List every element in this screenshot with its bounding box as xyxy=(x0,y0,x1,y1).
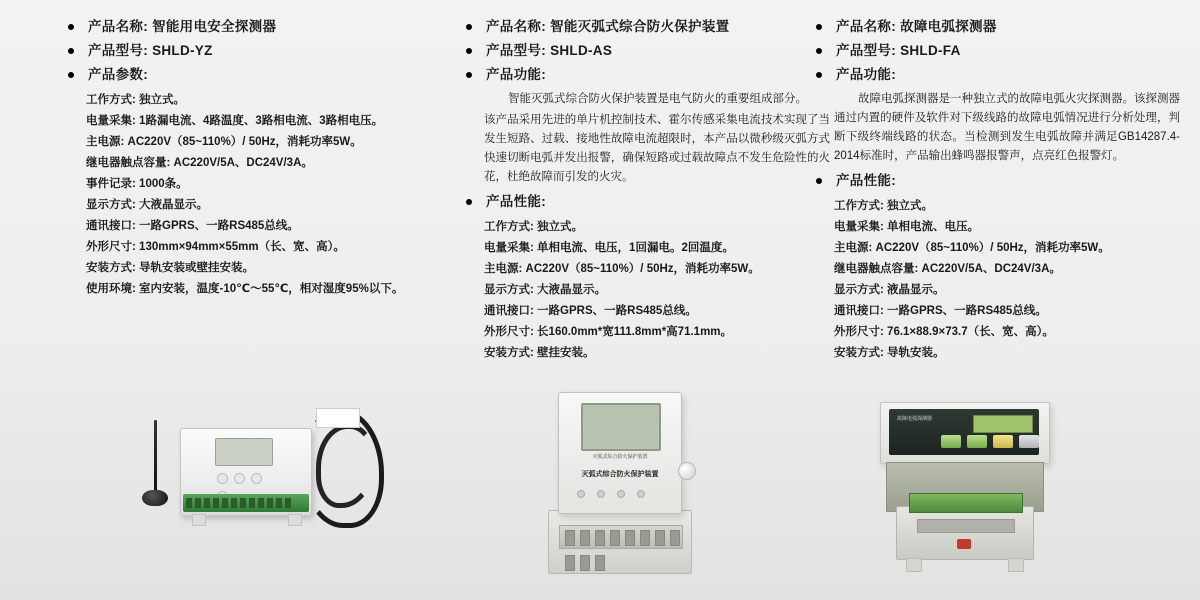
product-name-heading xyxy=(486,18,830,36)
spec-item xyxy=(484,238,830,259)
bullet-dot-icon xyxy=(816,72,822,78)
spec-value: 一路GPRS、一路RS485总线。 xyxy=(139,220,299,232)
device-top-housing xyxy=(880,402,1050,464)
device-key-4 xyxy=(1019,435,1039,448)
spec-item xyxy=(834,259,1180,280)
device-indicator-leds xyxy=(577,485,663,503)
spec-item xyxy=(484,280,830,301)
product-params-row xyxy=(62,66,432,84)
device-fault-arc-detector-icon xyxy=(880,402,1050,582)
product-column-1 xyxy=(62,0,432,308)
device-smart-electrical-safety-detector-icon xyxy=(120,390,380,560)
spec-label: 安装方式: xyxy=(86,262,136,274)
device-foot-left xyxy=(906,558,922,572)
spec-value: 大液晶显示。 xyxy=(537,284,607,296)
spec-value: 单相电流、电压。 xyxy=(887,221,980,233)
device-foot-right xyxy=(1008,558,1024,572)
spec-label: 使用环境: xyxy=(86,283,136,295)
product-function-row xyxy=(810,66,1180,84)
product-photo-1 xyxy=(120,390,380,560)
spec-label: 通讯接口: xyxy=(484,305,534,317)
spec-item xyxy=(834,196,1180,217)
device-slot xyxy=(917,519,1015,533)
product-model-label: 产品型号: xyxy=(88,43,148,58)
device-key-2 xyxy=(967,435,987,448)
spec-label: 安装方式: xyxy=(834,347,884,359)
product-function-label: 产品功能: xyxy=(486,67,546,82)
product-column-2 xyxy=(460,0,830,372)
spec-value: AC220V（85~110%）/ 50Hz，消耗功率5W。 xyxy=(127,136,362,148)
device-cover xyxy=(558,392,682,514)
product-name-label: 产品名称: xyxy=(836,19,896,34)
spec-value: 130mm×94mm×55mm（长、宽、高）。 xyxy=(139,241,345,253)
spec-value: 独立式。 xyxy=(887,200,934,212)
spec-label: 通讯接口: xyxy=(86,220,136,232)
bullet-dot-icon xyxy=(68,48,74,54)
antenna-base-icon xyxy=(142,490,168,506)
product-name-row xyxy=(810,18,1180,36)
device-foot-left xyxy=(192,514,206,526)
spec-label: 显示方式: xyxy=(834,284,884,296)
product-name-row xyxy=(62,18,432,36)
spec-label: 工作方式: xyxy=(484,221,534,233)
device-terminal-block xyxy=(909,493,1023,513)
device-base xyxy=(548,510,692,574)
product-model-value: SHLD-YZ xyxy=(152,43,213,58)
product-function-paragraph: 该产品采用先进的单片机控制技术、霍尔传感采集电流技术实现了当发生短路、过载、接地性故障电流超限时，本产品以微秒级灭弧方式快速切断电弧并发出报警，确保短路或过载故障点不发生危险性的火花，杜绝故障而引发的火灾。 xyxy=(484,114,830,183)
product-model-heading xyxy=(836,42,1180,60)
spec-label: 主电源: xyxy=(834,242,873,254)
product-name-label: 产品名称: xyxy=(486,19,546,34)
spec-label: 显示方式: xyxy=(484,284,534,296)
device-key-3 xyxy=(993,435,1013,448)
product-model-row xyxy=(62,42,432,60)
product-photo-3 xyxy=(880,402,1050,582)
spec-item xyxy=(834,217,1180,238)
bullet-dot-icon xyxy=(68,24,74,30)
device-knob xyxy=(678,462,696,480)
spec-item xyxy=(86,132,432,153)
device-terminal-block xyxy=(183,494,309,512)
spec-value: AC220V/5A、DC24V/3A。 xyxy=(921,263,1061,275)
spec-item xyxy=(86,111,432,132)
spec-label: 电量采集: xyxy=(834,221,884,233)
product-performance-row xyxy=(460,193,830,211)
product-name-heading xyxy=(836,18,1180,36)
spec-value: AC220V（85~110%）/ 50Hz，消耗功率5W。 xyxy=(525,263,760,275)
spec-label: 外形尺寸: xyxy=(484,326,534,338)
spec-value: 1000条。 xyxy=(139,178,188,190)
spec-label: 继电器触点容量: xyxy=(86,157,171,169)
spec-label: 外形尺寸: xyxy=(834,326,884,338)
spec-item xyxy=(86,90,432,111)
spec-value: 76.1×88.9×73.7（长、宽、高）。 xyxy=(887,326,1054,338)
spec-label: 电量采集: xyxy=(86,115,136,127)
device-terminal-block xyxy=(559,525,683,549)
device-alarm-light xyxy=(957,539,971,549)
spec-label: 事件记录: xyxy=(86,178,136,190)
device-buttons xyxy=(217,471,273,480)
spec-label: 显示方式: xyxy=(86,199,136,211)
spec-value: 室内安装，温度-10℃～55℃，相对湿度95%以下。 xyxy=(139,283,404,295)
device-key-1 xyxy=(941,435,961,448)
spec-value: AC220V（85~110%）/ 50Hz，消耗功率5W。 xyxy=(875,242,1110,254)
spec-item xyxy=(86,258,432,279)
product-performance-row xyxy=(810,172,1180,190)
spec-list-2 xyxy=(484,217,830,364)
spec-label: 工作方式: xyxy=(834,200,884,212)
spec-item xyxy=(484,322,830,343)
product-name-value: 智能灭弧式综合防火保护装置 xyxy=(550,19,730,34)
antenna-icon xyxy=(154,420,157,494)
spec-label: 通讯接口: xyxy=(834,305,884,317)
product-model-value: SHLD-FA xyxy=(900,43,961,58)
spec-label: 工作方式: xyxy=(86,94,136,106)
device-body xyxy=(180,428,312,516)
spec-item xyxy=(484,301,830,322)
spec-value: 壁挂安装。 xyxy=(537,347,595,359)
device-subtitle-text: 灭弧式综合防火保护装置 xyxy=(592,454,648,460)
spec-value: AC220V/5A、DC24V/3A。 xyxy=(173,157,313,169)
product-function-label: 产品功能: xyxy=(836,67,896,82)
device-arc-fire-protection-unit-icon xyxy=(548,392,698,582)
spec-item xyxy=(86,237,432,258)
product-performance-label: 产品性能: xyxy=(836,173,896,188)
product-function-paragraph: 智能灭弧式综合防火保护装置是电气防火的重要组成部分。 xyxy=(508,93,807,105)
spec-item xyxy=(834,280,1180,301)
spec-item xyxy=(86,174,432,195)
spec-value: 导轨安装或壁挂安装。 xyxy=(139,262,255,274)
product-name-value: 故障电弧探测器 xyxy=(900,19,997,34)
spec-item xyxy=(834,343,1180,364)
spec-label: 外形尺寸: xyxy=(86,241,136,253)
spec-value: 导轨安装。 xyxy=(887,347,945,359)
spec-item xyxy=(86,195,432,216)
device-bottom-housing xyxy=(896,506,1034,560)
bullet-dot-icon xyxy=(466,48,472,54)
spec-item xyxy=(484,259,830,280)
spec-value: 液晶显示。 xyxy=(887,284,945,296)
product-function-paragraph: 故障电弧探测器是一种独立式的故障电弧火灾探测器。该探测器通过内置的硬件及软件对下级线路的故障电弧情况进行分析处理，判断下级终端线路的状态。当检测到发生电弧故障并满足GB14287.4-2014标准时，产品输出蜂鸣器报警声，点亮红色报警灯。 xyxy=(834,93,1180,162)
spec-list-3 xyxy=(834,196,1180,364)
spec-label: 电量采集: xyxy=(484,242,534,254)
device-lcd xyxy=(581,403,661,451)
spec-value: 独立式。 xyxy=(139,94,186,106)
product-name-row xyxy=(460,18,830,36)
spec-value: 单相电流、电压，1回漏电。2回温度。 xyxy=(537,242,734,254)
spec-item xyxy=(484,217,830,238)
product-function-row xyxy=(460,66,830,84)
spec-value: 一路GPRS、一路RS485总线。 xyxy=(887,305,1047,317)
spec-item xyxy=(86,216,432,237)
cable-tag xyxy=(316,408,360,428)
spec-item xyxy=(834,301,1180,322)
product-performance-label: 产品性能: xyxy=(486,194,546,209)
product-params-label: 产品参数: xyxy=(88,67,148,82)
product-model-value: SHLD-AS xyxy=(550,43,613,58)
spec-item xyxy=(86,279,432,300)
spec-value: 大液晶显示。 xyxy=(139,199,209,211)
spec-value: 独立式。 xyxy=(537,221,584,233)
product-photo-2 xyxy=(548,392,698,582)
device-screen xyxy=(215,438,273,466)
bullet-dot-icon xyxy=(68,72,74,78)
product-name-value: 智能用电安全探测器 xyxy=(152,19,277,34)
product-column-3 xyxy=(810,0,1180,372)
spec-value: 长160.0mm*宽111.8mm*高71.1mm。 xyxy=(537,326,733,338)
device-title-text: 灭弧式综合防火保护装置 xyxy=(581,471,659,478)
spec-label: 安装方式: xyxy=(484,347,534,359)
device-foot-right xyxy=(288,514,302,526)
bullet-dot-icon xyxy=(816,48,822,54)
spec-item xyxy=(834,238,1180,259)
spec-item xyxy=(86,153,432,174)
product-name-label: 产品名称: xyxy=(88,19,148,34)
spec-value: 一路GPRS、一路RS485总线。 xyxy=(537,305,697,317)
device-front-panel xyxy=(889,409,1039,455)
product-name-heading xyxy=(88,18,432,36)
device-panel-label: 故障电弧探测器 xyxy=(897,416,933,422)
product-model-label: 产品型号: xyxy=(836,43,896,58)
spec-label: 主电源: xyxy=(484,263,523,275)
spec-label: 主电源: xyxy=(86,136,125,148)
bullet-dot-icon xyxy=(466,24,472,30)
bullet-dot-icon xyxy=(466,72,472,78)
product-model-heading xyxy=(88,42,432,60)
spec-item xyxy=(834,322,1180,343)
product-model-row xyxy=(460,42,830,60)
product-model-heading xyxy=(486,42,830,60)
bullet-dot-icon xyxy=(466,199,472,205)
bullet-dot-icon xyxy=(816,24,822,30)
product-model-label: 产品型号: xyxy=(486,43,546,58)
bullet-dot-icon xyxy=(816,178,822,184)
product-model-row xyxy=(810,42,1180,60)
spec-value: 1路漏电流、4路温度、3路相电流、3路相电压。 xyxy=(139,115,384,127)
spec-item xyxy=(484,343,830,364)
device-lcd xyxy=(973,415,1033,433)
spec-label: 继电器触点容量: xyxy=(834,263,919,275)
spec-list-1 xyxy=(86,90,432,300)
